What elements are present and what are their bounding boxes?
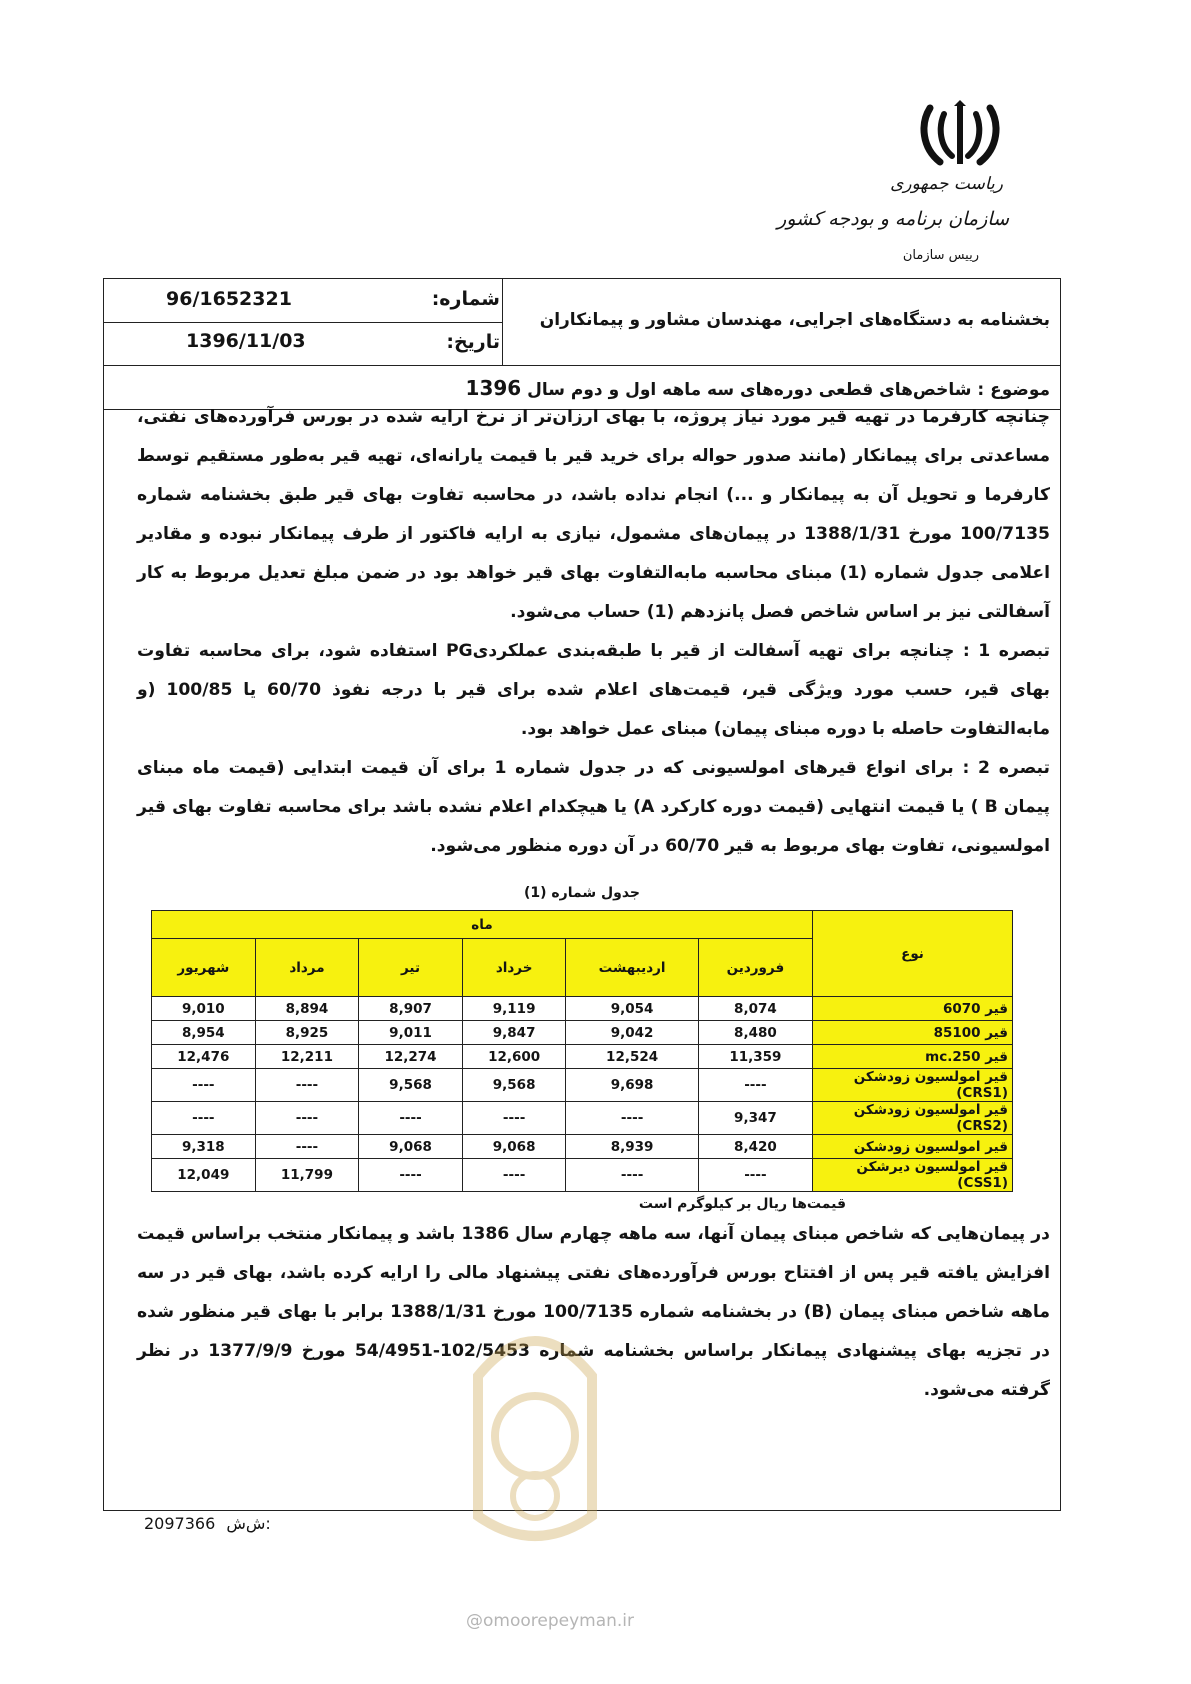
type-header: نوع (813, 911, 1013, 997)
table-cell: ---- (255, 1102, 359, 1135)
table-cell: ---- (255, 1135, 359, 1159)
table-cell: ---- (152, 1102, 256, 1135)
paragraph-closing: در پیمان‌هایی که شاخص مبنای پیمان آنها، سه ماهه چهارم سال 1386 باشد و پیمانکار منتخب براساس قیمت افزایش یافته قیر پس از افتتاح بورس فرآورده‌های نفتی پیشنهاد مالی را ارایه کرده باشد، بهای قیر در سه ماهه شاخص مبنای پیمان (B) در بخشنامه شماره 100/7135 مورخ 1388/1/31 برابر با بهای قیر منظور شده در تجزیه بهای پیشنهادی پیمانکار براساس بخشنامه شماره 102/5453-54/4951 مورخ 1377/9/9 در نظر گرفته می‌شود. (137, 1224, 1050, 1400)
row-label: قیر امولسیون دیرشکن (CSS1) (813, 1159, 1013, 1192)
table-cell: 8,954 (152, 1021, 256, 1045)
table-cell: ---- (698, 1159, 812, 1192)
table-cell: 9,068 (462, 1135, 566, 1159)
row-label: قیر mc.250 (813, 1045, 1013, 1069)
watermark-url: @omoorepeyman.ir (466, 1611, 635, 1631)
subject-line (466, 376, 1050, 400)
table-cell: 8,074 (698, 997, 812, 1021)
table-cell: 12,211 (255, 1045, 359, 1069)
row-label: قیر 85100 (813, 1021, 1013, 1045)
table-cell: 8,925 (255, 1021, 359, 1045)
table-cell: 9,011 (359, 1021, 463, 1045)
table-cell: 11,359 (698, 1045, 812, 1069)
table-cell: 9,068 (359, 1135, 463, 1159)
footer-code-label: ش‌ش: (226, 1514, 271, 1533)
table-caption: جدول شماره (1) (523, 885, 641, 901)
table-cell: 9,568 (462, 1069, 566, 1102)
subject-year: 1396 (465, 376, 522, 400)
date-value: 1396/11/03 (186, 330, 306, 352)
table-row (152, 1159, 1013, 1192)
table-cell: 9,119 (462, 997, 566, 1021)
table-cell: ---- (462, 1159, 566, 1192)
table-cell: 12,600 (462, 1045, 566, 1069)
table-row (152, 1135, 1013, 1159)
table-row (152, 1102, 1013, 1135)
number-label: شماره: (431, 288, 500, 310)
month-group-header: ماه (152, 911, 813, 939)
table-cell: 9,054 (566, 997, 698, 1021)
table-cell: 9,347 (698, 1102, 812, 1135)
body-paragraphs (137, 398, 1050, 866)
table-cell: 8,907 (359, 997, 463, 1021)
table-cell: 8,894 (255, 997, 359, 1021)
table-row (152, 997, 1013, 1021)
org-line-organization: سازمان برنامه و بودجه کشور (777, 208, 1009, 230)
table-cell: 8,480 (698, 1021, 812, 1045)
seal-watermark-icon (458, 1316, 612, 1550)
table-cell: 9,698 (566, 1069, 698, 1102)
subject-text: موضوع : شاخص‌های قطعی دوره‌های سه ماهه اول و دوم سال (527, 380, 1050, 400)
month-header: مرداد (255, 939, 359, 997)
month-header: فروردین (698, 939, 812, 997)
row-label: قیر 6070 (813, 997, 1013, 1021)
table-cell: 12,524 (566, 1045, 698, 1069)
table-cell: ---- (566, 1102, 698, 1135)
paragraph-note-2: تبصره 2 : برای انواع قیرهای امولسیونی که در جدول شماره 1 برای آن قیمت ابتدایی (قیمت ماه مبنای پیمان B ) یا قیمت انتهایی (قیمت دوره کارکرد A) یا هیچکدام اعلام نشده باشد برای محاسبه تفاوت بهای قیر امولسیونی، تفاوت بهای مربوط به قیر 60/70 در آن دوره منظور می‌شود. (137, 758, 1050, 856)
table-cell: 9,568 (359, 1069, 463, 1102)
org-line-head: رییس سازمان (902, 248, 979, 263)
row-label: قیر امولسیون زودشکن (CRS1) (813, 1069, 1013, 1102)
table-cell: ---- (359, 1159, 463, 1192)
table-cell: 9,318 (152, 1135, 256, 1159)
row-label: قیر امولسیون زودشکن (CRS2) (813, 1102, 1013, 1135)
table-cell: ---- (566, 1159, 698, 1192)
footer-code-value: 2097366 (144, 1514, 216, 1533)
table-cell: ---- (359, 1102, 463, 1135)
table-cell: 9,010 (152, 997, 256, 1021)
table-cell: 11,799 (255, 1159, 359, 1192)
table-cell: ---- (152, 1069, 256, 1102)
month-header: اردیبهشت (566, 939, 698, 997)
table-cell: 12,049 (152, 1159, 256, 1192)
table-cell: 9,847 (462, 1021, 566, 1045)
table-row (152, 1045, 1013, 1069)
table-cell: 12,274 (359, 1045, 463, 1069)
table-cell: 12,476 (152, 1045, 256, 1069)
row-label: قیر امولسیون زودشکن (813, 1135, 1013, 1159)
header-rule (104, 365, 1060, 366)
meta-row-divider (104, 322, 502, 323)
month-header: شهریور (152, 939, 256, 997)
table-row (152, 1069, 1013, 1102)
table-body (152, 997, 1013, 1192)
bitumen-price-table (151, 910, 1013, 1192)
month-header: خرداد (462, 939, 566, 997)
date-label: تاریخ: (446, 331, 500, 353)
month-header: تیر (359, 939, 463, 997)
table-cell: ---- (462, 1102, 566, 1135)
table-cell: 8,420 (698, 1135, 812, 1159)
org-line-presidency: ریاست جمهوری (890, 174, 1003, 194)
table-cell: 8,939 (566, 1135, 698, 1159)
table-cell: ---- (255, 1069, 359, 1102)
unit-note: قیمت‌ها ریال بر کیلوگرم است (638, 1196, 846, 1212)
number-value: 96/1652321 (166, 288, 292, 310)
iran-emblem-icon (918, 100, 1002, 172)
recipient-line: بخشنامه به دستگاه‌های اجرایی، مهندسان مشاور و پیمانکاران (539, 310, 1050, 330)
paragraph-note-1: تبصره 1 : چنانچه برای تهیه آسفالت از قیر با طبقه‌بندی عملکردیPG استفاده شود، برای محاسبه تفاوت بهای قیر، حسب مورد ویژگی قیر، قیمت‌های اعلام شده برای قیر با درجه نفوذ 60/70 یا 100/85 (و مابه‌التفاوت حاصله با دوره مبنای پیمان) مبنای عمل خواهد بود. (137, 641, 1051, 739)
footer-code (138, 1514, 271, 1533)
paragraph-main: چنانچه کارفرما در تهیه قیر مورد نیاز پروژه، با بهای ارزان‌تر از نرخ ارایه شده در بورس فرآورده‌های نفتی، مساعدتی برای پیمانکار (مانند صدور حواله برای خرید قیر با قیمت یارانه‌ای، تهیه قیر به‌طور مستقیم توسط کارفرما و تحویل آن به پیمانکار و ...) انجام نداده باشد، در محاسبه تفاوت بهای قیر طبق بخشنامه شماره 100/7135 مورخ 1388/1/31 در پیمان‌های مشمول، نیازی به ارایه فاکتور از طرف پیمانکار نبوده و مقادیر اعلامی جدول شماره (1) مبنای محاسبه مابه‌التفاوت بهای قیر خواهد بود در ضمن مبلغ تعدیل مربوط به کار آسفالتی نیز بر اساس شاخص فصل پانزدهم (1) حساب می‌شود. (137, 407, 1050, 622)
meta-divider (502, 279, 503, 365)
table-cell: ---- (698, 1069, 812, 1102)
table-cell: 9,042 (566, 1021, 698, 1045)
table-row (152, 1021, 1013, 1045)
